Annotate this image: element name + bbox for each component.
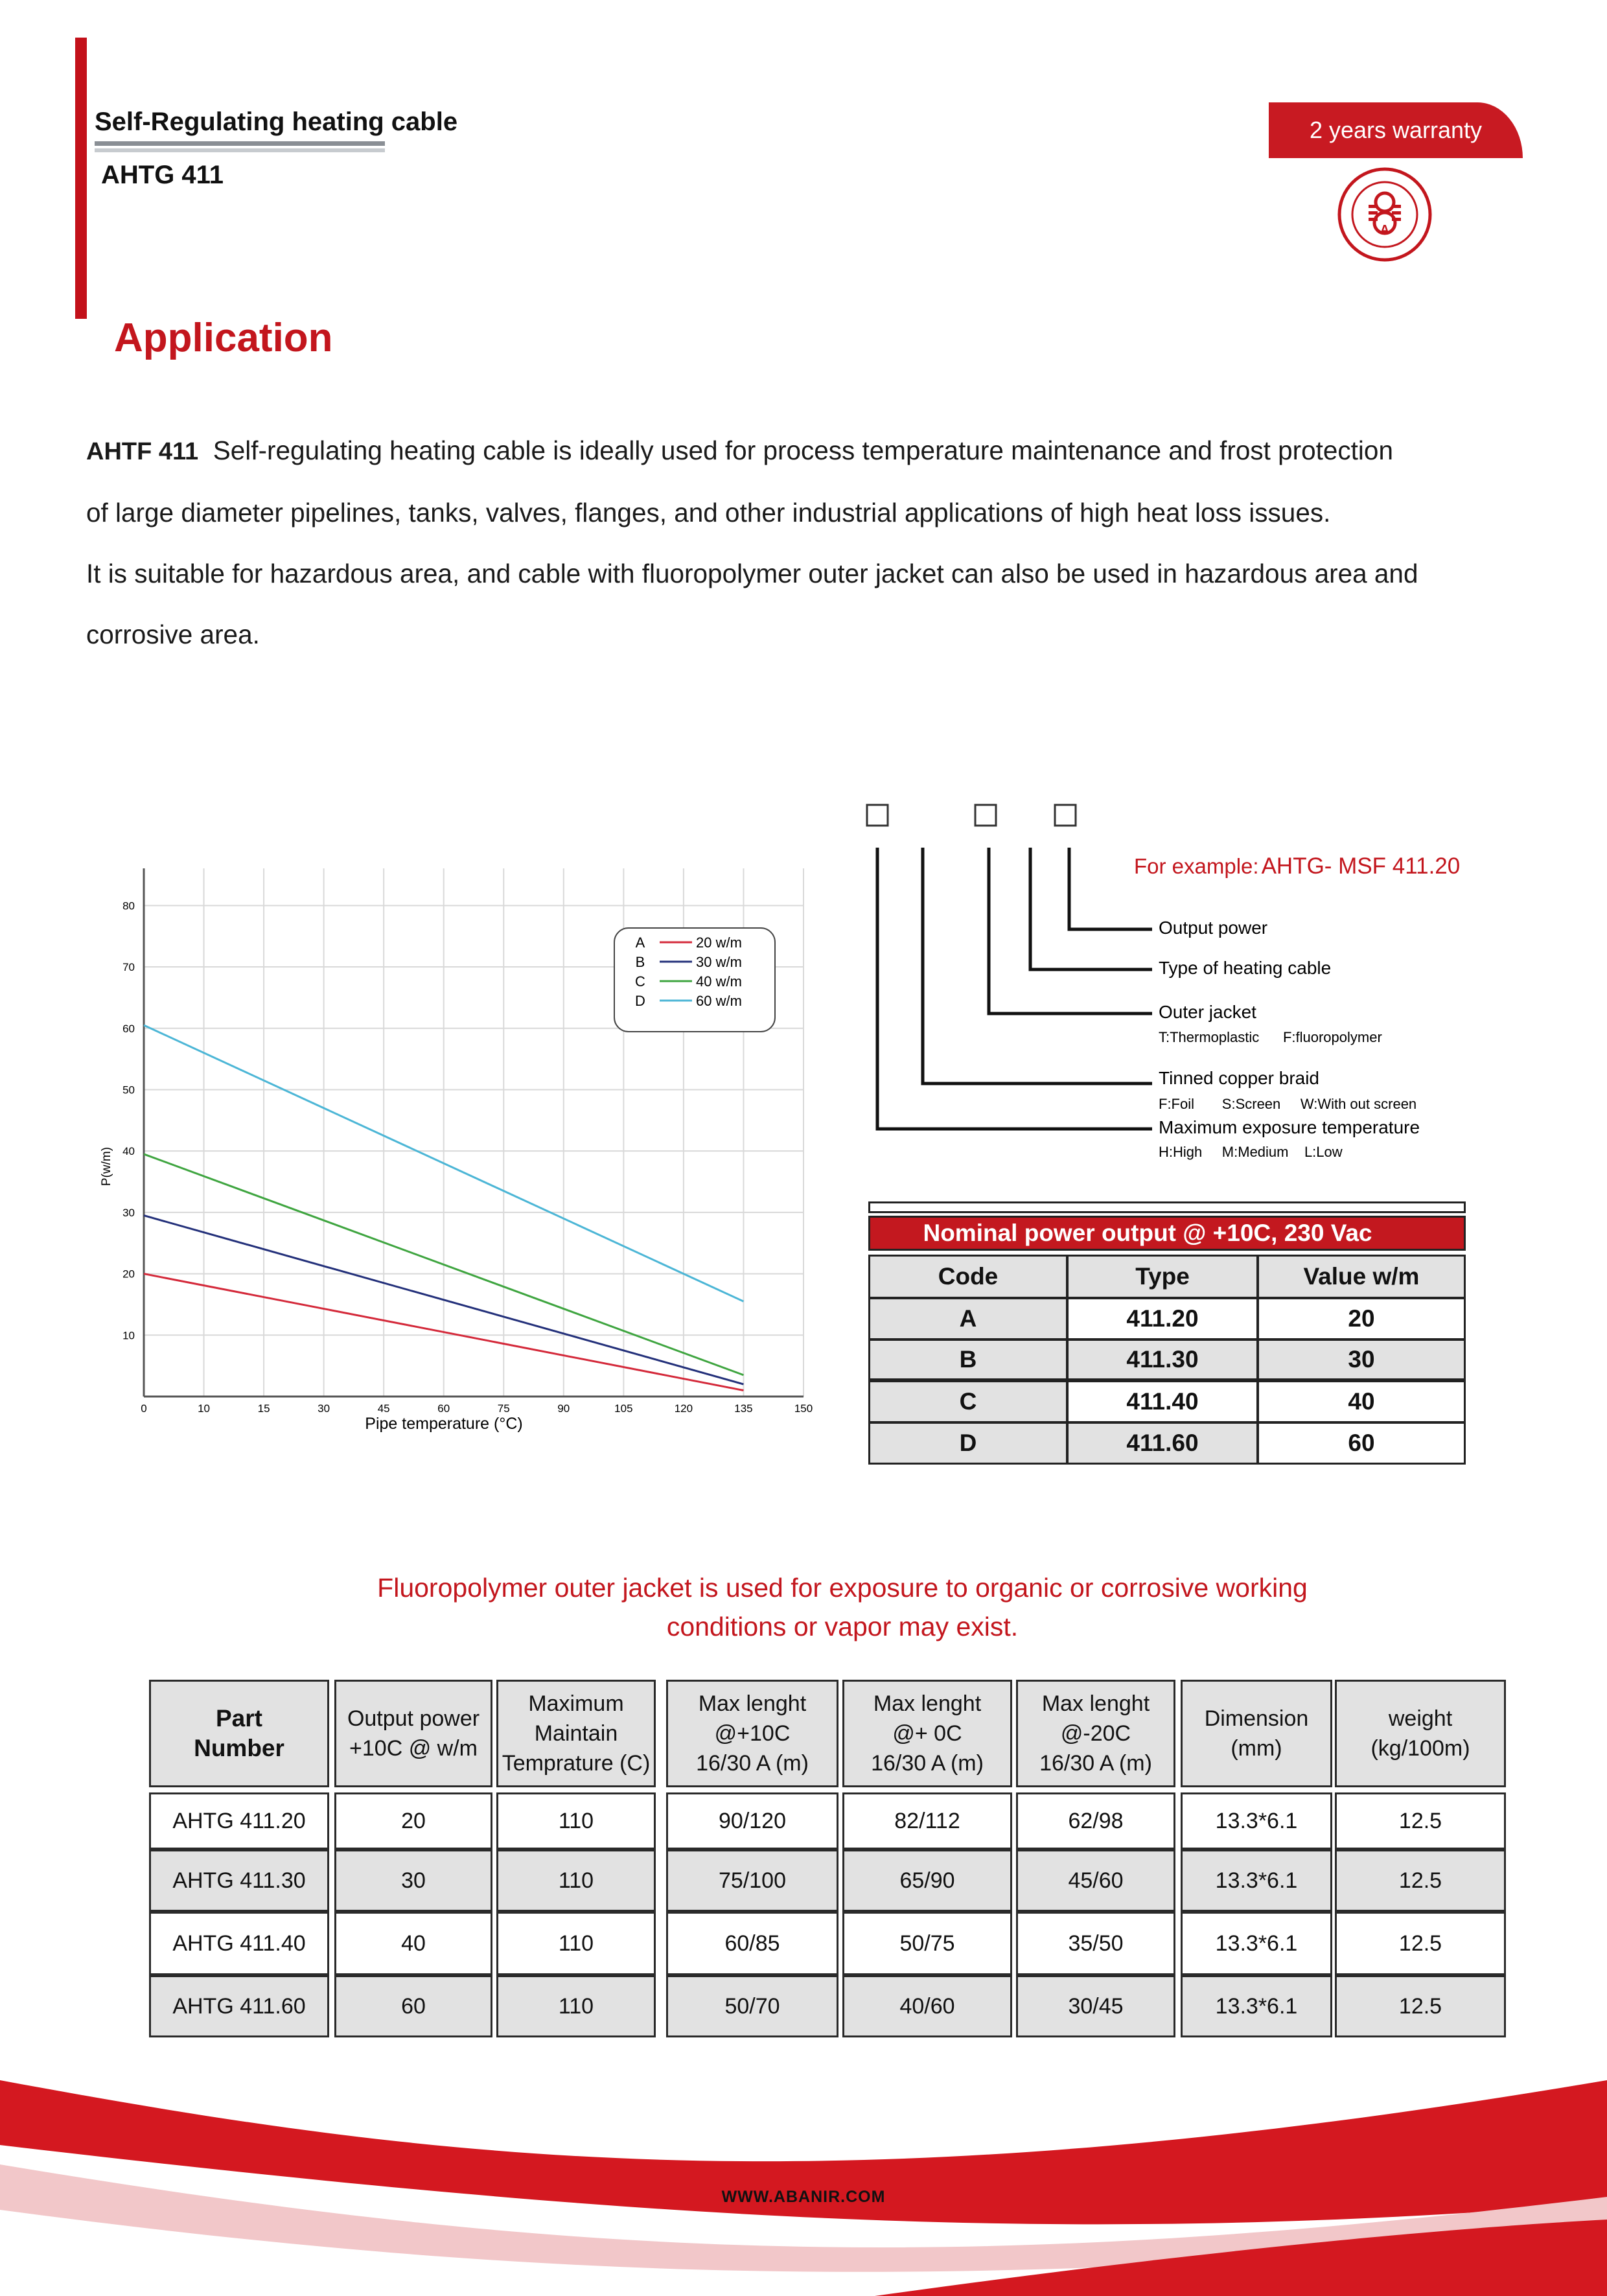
footer-website-url: WWW.ABANIR.COM: [721, 2188, 886, 2206]
x-tick-label: 120: [674, 1402, 693, 1415]
application-paragraph: [86, 420, 1505, 665]
legend-key: B: [635, 954, 645, 970]
leader-copper-braid: [923, 848, 1152, 1084]
spec-cell: 75/100: [666, 1850, 838, 1912]
spec-header-text: Max lenght @+10C 16/30 A (m): [696, 1691, 809, 1776]
x-tick-label: 90: [557, 1402, 570, 1415]
footer-swoosh: [0, 2067, 1607, 2296]
nominal-cell: 20: [1257, 1297, 1466, 1340]
spec-cell: 13.3*6.1: [1181, 1850, 1332, 1912]
spec-cell: AHTG 411.20: [149, 1792, 329, 1850]
spec-cell: AHTG 411.60: [149, 1975, 329, 2037]
product-code-diagram: [855, 797, 1503, 1186]
spec-header-text: Maximum Maintain Temprature (C): [502, 1691, 651, 1776]
nominal-cell: 411.60: [1067, 1422, 1258, 1465]
spec-cell: 12.5: [1335, 1912, 1506, 1975]
spec-cell: 12.5: [1335, 1850, 1506, 1912]
y-tick-label: 30: [122, 1206, 135, 1219]
document-title: Self-Regulating heating cable: [95, 108, 458, 136]
product-code-lead: AHTF 411: [86, 438, 199, 465]
legend-key: D: [635, 993, 645, 1009]
model-number: AHTG 411: [101, 161, 224, 189]
title-underline: [95, 141, 385, 146]
x-tick-label: 105: [614, 1402, 633, 1415]
spec-header-text: weight (kg/100m): [1370, 1706, 1470, 1761]
nominal-header-cell: Type: [1067, 1255, 1258, 1299]
spec-cell: 13.3*6.1: [1181, 1975, 1332, 2037]
spec-cell: 62/98: [1016, 1792, 1175, 1850]
spec-header-text: Max lenght @+ 0C 16/30 A (m): [871, 1691, 984, 1776]
nominal-cell: A: [868, 1297, 1068, 1340]
nominal-table-title: Nominal power output @ +10C, 230 Vac: [868, 1216, 1466, 1251]
spec-header-cell: [1016, 1680, 1175, 1787]
x-tick-label: 15: [257, 1402, 270, 1415]
paragraph-line: AHTF 411 Self-regulating heating cable is ideally used for process temperature maintenance and frost protection: [86, 435, 1393, 465]
warranty-badge: [1269, 102, 1523, 158]
spec-cell: 35/50: [1016, 1912, 1175, 1975]
leader-max-temperature: [877, 848, 1152, 1129]
x-tick-label: 30: [318, 1402, 330, 1415]
legend-key: C: [635, 973, 645, 990]
nominal-cell: 40: [1257, 1380, 1466, 1423]
warranty-text: 2 years warranty: [1309, 117, 1483, 143]
x-tick-label: 60: [437, 1402, 450, 1415]
options-outer-jacket: T:Thermoplastic F:fluoropolymer: [1159, 1029, 1382, 1045]
x-tick-label: 150: [794, 1402, 813, 1415]
spec-cell: 110: [496, 1850, 656, 1912]
spec-cell: 60/85: [666, 1912, 838, 1975]
label-cable-type: Type of heating cable: [1159, 958, 1332, 978]
spec-cell: AHTG 411.40: [149, 1912, 329, 1975]
svg-text:A: A: [1380, 223, 1390, 237]
spec-cell: 82/112: [842, 1792, 1012, 1850]
spec-cell: 90/120: [666, 1792, 838, 1850]
x-tick-label: 45: [377, 1402, 390, 1415]
code-box-2: [975, 805, 996, 826]
nominal-cell: C: [868, 1380, 1068, 1423]
x-axis-label: Pipe temperature (°C): [365, 1415, 523, 1433]
nominal-cell: 411.20: [1067, 1297, 1258, 1340]
y-tick-label: 20: [122, 1268, 135, 1281]
options-copper-braid: F:Foil S:Screen W:With out screen: [1159, 1096, 1417, 1112]
spec-cell: 60: [334, 1975, 492, 2037]
nominal-table-topbar: [868, 1201, 1466, 1213]
spec-cell: 12.5: [1335, 1975, 1506, 2037]
spec-cell: 20: [334, 1792, 492, 1850]
note-line: conditions or vapor may exist.: [666, 1612, 1019, 1641]
chart-legend: [614, 928, 775, 1032]
paragraph-line: of large diameter pipelines, tanks, valves, flanges, and other industrial applications of high heat loss issues.: [86, 498, 1331, 528]
spec-cell: 30/45: [1016, 1975, 1175, 2037]
spec-cell: 50/70: [666, 1975, 838, 2037]
y-tick-label: 40: [122, 1145, 135, 1158]
title-underline-light: [95, 148, 385, 152]
paragraph-line: It is suitable for hazardous area, and cable with fluoropolymer outer jacket can also be used in hazardous area and: [86, 559, 1418, 588]
spec-cell: 30: [334, 1850, 492, 1912]
spec-header-cell: [1335, 1680, 1506, 1787]
spec-cell: 40/60: [842, 1975, 1012, 2037]
nominal-header-cell: Code: [868, 1255, 1068, 1299]
legend-key: A: [635, 934, 645, 951]
legend-label: 60 w/m: [696, 993, 742, 1009]
header-accent-bar: [75, 38, 87, 319]
y-tick-label: 60: [122, 1022, 135, 1035]
spec-header-cell: [1181, 1680, 1332, 1787]
legend-label: 30 w/m: [696, 954, 742, 970]
x-tick-label: 0: [141, 1402, 147, 1415]
x-tick-label: 10: [198, 1402, 211, 1415]
spec-cell: 45/60: [1016, 1850, 1175, 1912]
y-tick-label: 10: [122, 1329, 135, 1342]
x-tick-label: 75: [497, 1402, 510, 1415]
nominal-cell: B: [868, 1339, 1068, 1380]
code-box-1: [867, 805, 888, 826]
spec-header-cell: [842, 1680, 1012, 1787]
y-tick-label: 50: [122, 1084, 135, 1096]
nominal-header-cell: Value w/m: [1257, 1255, 1466, 1299]
nominal-cell: 60: [1257, 1422, 1466, 1465]
spec-header-text: Part Number: [194, 1705, 284, 1761]
spec-cell: 110: [496, 1912, 656, 1975]
label-outer-jacket: Outer jacket: [1159, 1002, 1256, 1022]
spec-header-cell: [334, 1680, 492, 1787]
spec-cell: 13.3*6.1: [1181, 1792, 1332, 1850]
label-max-temperature: Maximum exposure temperature: [1159, 1117, 1420, 1137]
spec-cell: 65/90: [842, 1850, 1012, 1912]
spec-cell: AHTG 411.30: [149, 1850, 329, 1912]
legend-label: 40 w/m: [696, 973, 742, 990]
y-tick-label: 80: [122, 899, 135, 912]
spec-header-cell: [149, 1680, 329, 1787]
y-axis-label: P(w/m): [100, 1146, 113, 1187]
y-tick-label: 70: [122, 961, 135, 974]
spec-cell: 110: [496, 1792, 656, 1850]
note-line: Fluoropolymer outer jacket is used for exposure to organic or corrosive working: [377, 1573, 1308, 1603]
spec-header-cell: [496, 1680, 656, 1787]
example-label: For example: AHTG- MSF 411.20: [1134, 853, 1461, 879]
options-max-temperature: H:High M:Medium L:Low: [1159, 1144, 1343, 1160]
power-temperature-chart: [91, 855, 816, 1452]
spec-cell: 13.3*6.1: [1181, 1912, 1332, 1975]
code-box-3: [1055, 805, 1076, 826]
section-heading-application: Application: [114, 316, 333, 360]
nominal-cell: 411.30: [1067, 1339, 1258, 1380]
label-output-power: Output power: [1159, 918, 1268, 938]
fluoropolymer-note: [272, 1568, 1413, 1646]
spec-header-cell: [666, 1680, 838, 1787]
spec-cell: 40: [334, 1912, 492, 1975]
nominal-cell: 411.40: [1067, 1380, 1258, 1423]
spec-header-text: Max lenght @-20C 16/30 A (m): [1039, 1691, 1152, 1776]
company-seal-logo: [1336, 166, 1433, 263]
spec-header-text: Dimension (mm): [1204, 1706, 1309, 1761]
nominal-cell: D: [868, 1422, 1068, 1465]
x-tick-label: 135: [734, 1402, 753, 1415]
label-copper-braid: Tinned copper braid: [1159, 1068, 1320, 1088]
nominal-cell: 30: [1257, 1339, 1466, 1380]
spec-cell: 12.5: [1335, 1792, 1506, 1850]
paragraph-line: corrosive area.: [86, 620, 260, 649]
spec-header-text: Output power +10C @ w/m: [347, 1706, 480, 1761]
spec-cell: 50/75: [842, 1912, 1012, 1975]
legend-label: 20 w/m: [696, 934, 742, 951]
spec-cell: 110: [496, 1975, 656, 2037]
